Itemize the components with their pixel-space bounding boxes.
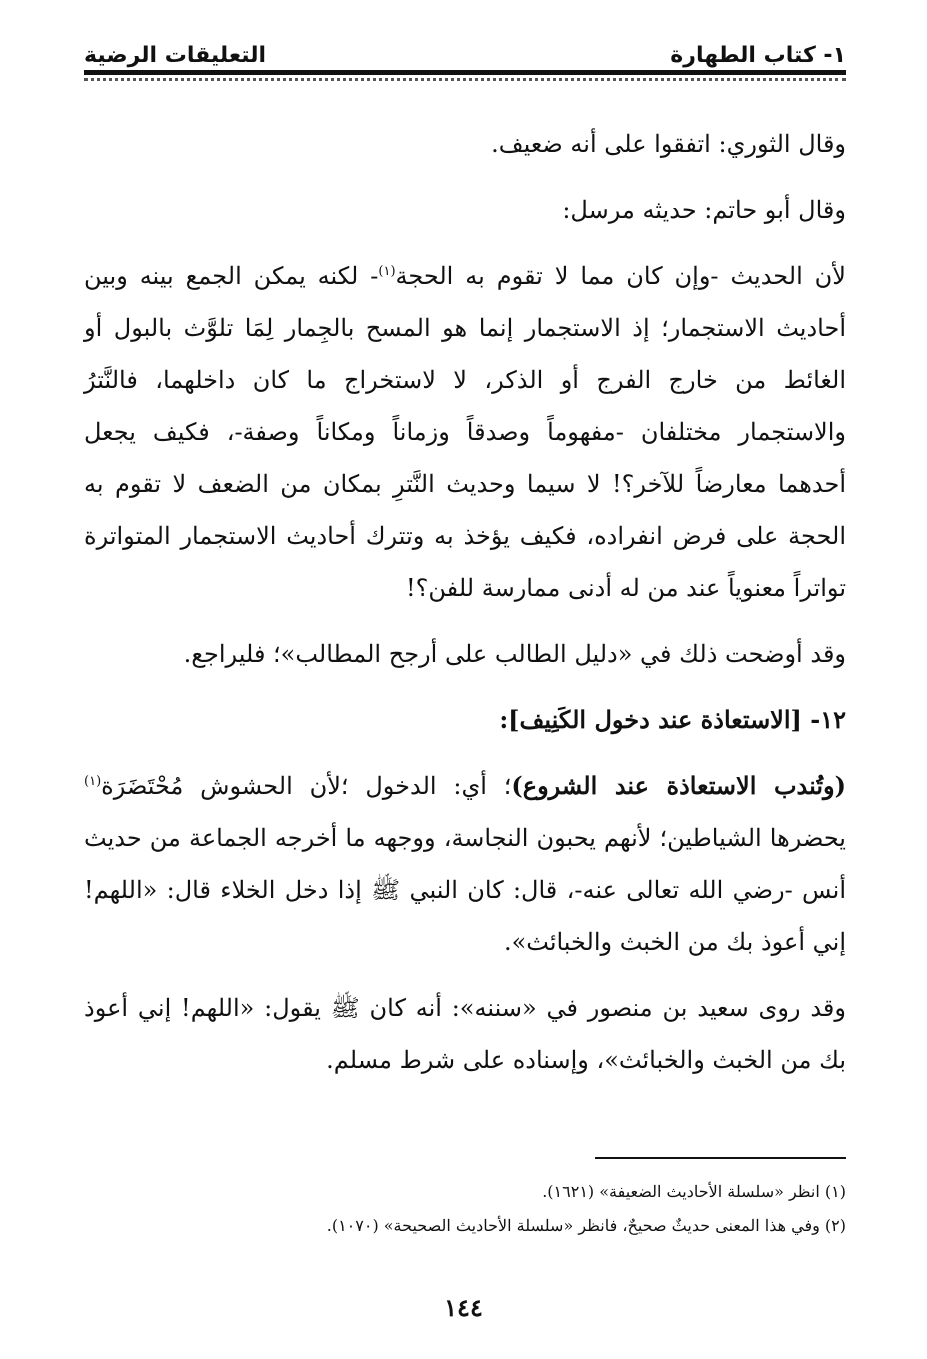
footnote-separator bbox=[595, 1157, 846, 1159]
footnote-ref: (١) bbox=[84, 774, 102, 789]
paragraph-text: يحضرها الشياطين؛ لأنهم يحبون النجاسة، ووجهه ما أخرجه الجماعة من حديث أنس -رضي الله تعالى عنه-، قال: كان النبي ﷺ إذا دخل الخلاء قال: «اللهم! إني أعوذ بك من الخبث والخبائث». bbox=[84, 824, 846, 956]
running-header bbox=[84, 38, 846, 68]
header-rule bbox=[84, 70, 846, 75]
footnote-2: (٢) وفي هذا المعنى حديثٌ صحيحٌ، فانظر «سلسلة الأحاديث الصحيحة» (١٠٧٠). bbox=[326, 1216, 846, 1235]
footnote-1: (١) انظر «سلسلة الأحاديث الضعيفة» (١٦٢١). bbox=[542, 1182, 846, 1201]
paragraph: وقد روى سعيد بن منصور في «سننه»: أنه كان ﷺ يقول: «اللهم! إني أعوذ بك من الخبث والخبائث»، وإسناده على شرط مسلم. bbox=[84, 994, 846, 1074]
section-heading: ١٢- [الاستعاذة عند دخول الكَنِيف]: bbox=[499, 705, 846, 734]
matn-text: (وتُندب الاستعاذة عند الشروع) bbox=[511, 771, 846, 800]
page-number: ١٤٤ bbox=[444, 1293, 483, 1322]
chapter-title: ١- كتاب الطهارة bbox=[670, 43, 846, 68]
paragraph bbox=[84, 250, 846, 614]
paragraph bbox=[84, 760, 846, 968]
book-title: التعليقات الرضية bbox=[84, 43, 267, 68]
paragraph-text: - لكنه يمكن الجمع بينه وبين أحاديث الاستجمار؛ إذ الاستجمار إنما هو المسح بالجِمار لِمَا تلوَّث بالبول أو الغائط من خارج الفرج أو الذكر، لا لاستخراج ما كان داخلهما، فالنَّترُ والاستجمار مختلفان -مفهوماً وصدقاً وزماناً ومكاناً وصفة-، فكيف يجعل أحدهما معارضاً للآخر؟! لا سيما وحديث النَّترِ بمكان من الضعف لا تقوم به الحجة على فرض انفراده، فكيف يؤخذ به وتترك أحاديث الاستجمار المتواترة تواتراً معنوياً عند من له أدنى ممارسة للفن؟! bbox=[84, 262, 846, 602]
footnotes bbox=[84, 1175, 846, 1243]
paragraph: وقال أبو حاتم: حديثه مرسل: bbox=[562, 196, 846, 224]
paragraph: وقال الثوري: اتفقوا على أنه ضعيف. bbox=[491, 130, 846, 158]
paragraph: وقد أوضحت ذلك في «دليل الطالب على أرجح المطالب»؛ فليراجع. bbox=[183, 640, 846, 668]
header-dotted-rule bbox=[84, 78, 846, 81]
paragraph-text: ؛ أي: الدخول ؛لأن الحشوش مُحْتَضَرَة bbox=[101, 772, 512, 800]
paragraph-text: لأن الحديث -وإن كان مما لا تقوم به الحجة bbox=[395, 262, 846, 290]
footnote-ref: (١) bbox=[378, 264, 396, 279]
main-text bbox=[84, 118, 846, 1086]
